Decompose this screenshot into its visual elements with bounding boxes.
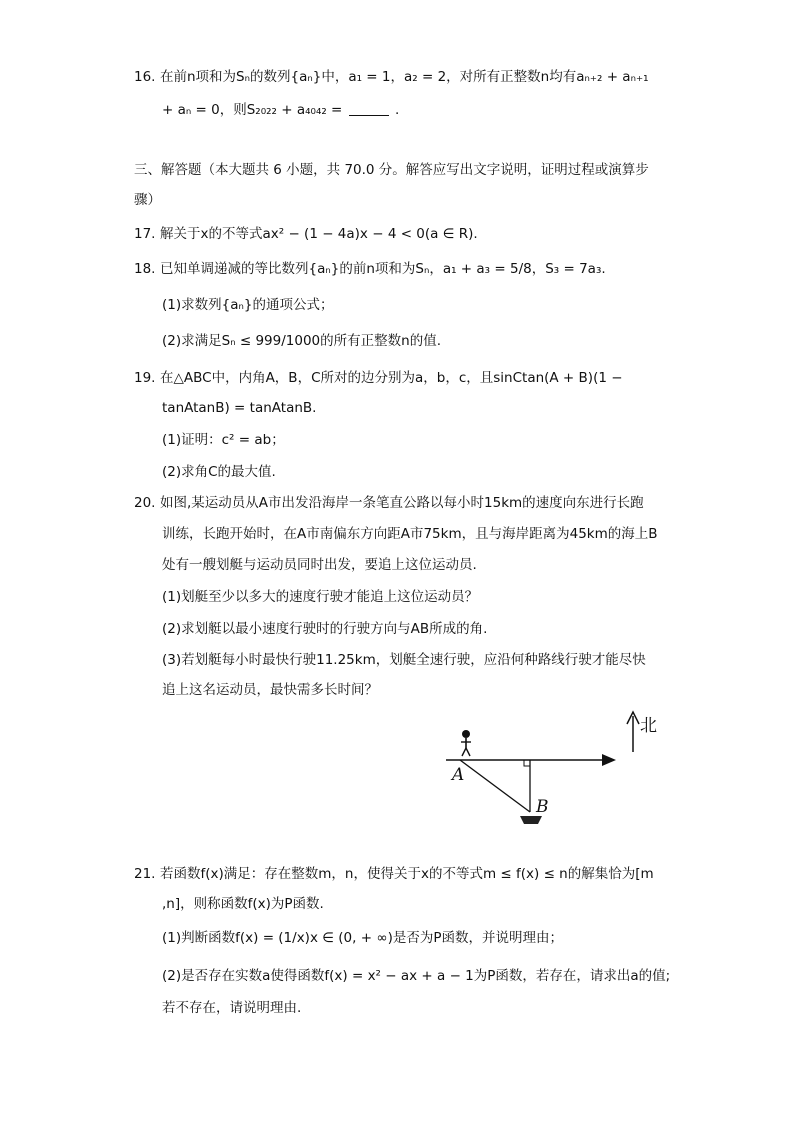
section3-heading-line2: 骤） (134, 192, 161, 208)
q18-number: 18. (134, 261, 156, 277)
q16-number: 16. (134, 69, 156, 85)
segment-ab (460, 760, 530, 812)
right-angle-mark (524, 760, 530, 766)
point-b-label: B (536, 797, 549, 817)
q21-number: 21. (134, 866, 156, 882)
q21-text-line1: 若函数f(x)满足：存在整数m，n，使得关于x的不等式m ≤ f(x) ≤ n的解集恰为[m (160, 866, 654, 882)
runner-icon (461, 730, 471, 756)
q16-answer-blank (349, 115, 389, 116)
q21-part1: (1)判断函数f(x) = (1/x)x ∈ (0, + ∞)是否为P函数，并说明理由； (162, 930, 563, 946)
q16-text-line2-main: + aₙ = 0，则S₂₀₂₂ + a₄₀₄₂ = (162, 102, 343, 118)
point-a-label: A (452, 765, 465, 785)
q20-text-line3: 处有一艘划艇与运动员同时出发，要追上这位运动员. (162, 557, 477, 573)
q17-text: 解关于x的不等式ax² − (1 − 4a)x − 4 < 0(a ∈ R). (160, 226, 478, 242)
q18-part2: (2)求满足Sₙ ≤ 999/1000的所有正整数n的值. (162, 333, 441, 349)
q19-text-line1: 在△ABC中，内角A，B，C所对的边分别为a，b，c，且sinCtan(A + B)(1 − (160, 370, 623, 386)
q18-part1: (1)求数列{aₙ}的通项公式； (162, 297, 334, 313)
q21-part2-line2: 若不存在，请说明理由. (162, 1000, 302, 1016)
q20-number: 20. (134, 495, 156, 511)
east-arrow-head (602, 754, 616, 766)
q20-part2: (2)求划艇以最小速度行驶时的行驶方向与AB所成的角. (162, 621, 488, 637)
q17-number: 17. (134, 226, 156, 242)
q20-part1: (1)划艇至少以多大的速度行驶才能追上这位运动员？ (162, 589, 479, 605)
q20-text-line2: 训练，长跑开始时，在A市南偏东方向距A市75km，且与海岸距离为45km的海上B (162, 526, 658, 542)
q19-part1: (1)证明：c² = ab； (162, 432, 285, 448)
q20-text-line1: 如图,某运动员从A市出发沿海岸一条笔直公路以每小时15km的速度向东进行长跑 (160, 495, 644, 511)
north-arrow-icon (627, 712, 639, 752)
q16-text-line1: 在前n项和为Sₙ的数列{aₙ}中，a₁ = 1，a₂ = 2，对所有正整数n均有aₙ₊₂ + aₙ₊₁ (160, 69, 649, 85)
q16-text-line2-end: . (394, 102, 400, 118)
q19-text-line2: tanAtanB) = tanAtanB. (162, 400, 317, 416)
q20-part3-line1: (3)若划艇每小时最快行驶11.25km，划艇全速行驶，应沿何种路线行驶才能尽快 (162, 652, 646, 668)
q18-text: 已知单调递减的等比数列{aₙ}的前n项和为Sₙ，a₁ + a₃ = 5/8，S₃ = 7a₃. (160, 261, 606, 277)
section3-heading-line1: 三、解答题（本大题共 6 小题，共 70.0 分。解答应写出文字说明，证明过程或演算步 (134, 162, 649, 178)
q20-part3-line2: 追上这名运动员，最快需多长时间？ (162, 682, 378, 698)
boat-icon (520, 816, 542, 824)
q16-text-line2 (162, 100, 399, 120)
north-label: 北 (640, 716, 657, 736)
q19-number: 19. (134, 370, 156, 386)
q20-figure (430, 700, 670, 830)
q21-text-line2: ,n]，则称函数f(x)为P函数. (162, 896, 324, 912)
q19-part2: (2)求角C的最大值. (162, 464, 276, 480)
q21-part2-line1: (2)是否存在实数a使得函数f(x) = x² − ax + a − 1为P函数，若存在，请求出a的值; (162, 968, 671, 984)
